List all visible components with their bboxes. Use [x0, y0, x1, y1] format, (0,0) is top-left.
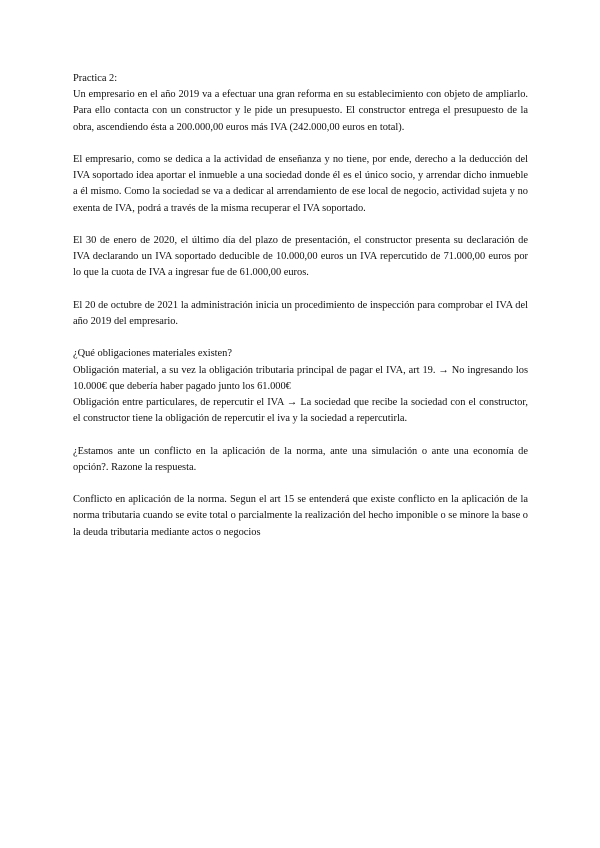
- paragraph-company: El empresario, como se dedica a la actividad de enseñanza y no tiene, por ende, derecho a la deducción del IVA soportado idea aportar el inmueble a una sociedad donde él es el único socio, y arrendar dicho inmueble a él mismo. Como la sociedad se va a dedicar al arrendamiento de ese local de negocio, actividad sujeta y no exenta de IVA, podrá a través de la misma recuperar el IVA soportado.: [73, 154, 528, 214]
- paragraph-budget: Un empresario en el año 2019 va a efectuar una gran reforma en su establecimiento con objeto de ampliarlo. Para ello contacta con un constructor y le pide un presupuesto. El constructor entrega el presupuesto de la obra, ascendiendo ésta a 200.000,00 euros más IVA (242.000,00 euros en total).: [73, 89, 528, 133]
- question-2-section: [73, 444, 528, 476]
- answer-1-particulares: Obligación entre particulares, de repercutir el IVA → La sociedad que recibe la sociedad con el constructor, el constructor tiene la obligación de repercutir el iva y la sociedad a repercutirla.: [73, 397, 528, 425]
- document-title: Practica 2:: [73, 73, 118, 84]
- paragraph-block-3: [73, 233, 528, 282]
- answer-2-section: [73, 492, 528, 541]
- question-1: ¿Qué obligaciones materiales existen?: [73, 348, 232, 360]
- document-page: [73, 71, 528, 557]
- paragraph-block-4: [73, 298, 528, 330]
- question-2: ¿Estamos ante un conflicto en la aplicación de la norma, ante una simulación o ante una economía de opción?. Razone la respuesta.: [73, 445, 528, 473]
- answer-2: Conflicto en aplicación de la norma. Segun el art 15 se entenderá que existe conflicto en la aplicación de la norma tributaria cuando se evite total o parcialmente la realización del hecho imponible o se minore la base o la deuda tributaria mediante actos o negocios: [73, 494, 528, 538]
- question-1-section: [73, 346, 528, 427]
- intro-section: [73, 71, 528, 136]
- paragraph-block-2: [73, 152, 528, 217]
- paragraph-inspection: El 20 de octubre de 2021 la administración inicia un procedimiento de inspección para comprobar el IVA del año 2019 del empresario.: [73, 299, 528, 327]
- answer-1-material: Obligación material, a su vez la obligación tributaria principal de pagar el IVA, art 19. → No ingresando los 10.000€ que debería haber pagado junto los 61.000€: [73, 364, 528, 392]
- paragraph-declaration: El 30 de enero de 2020, el último día del plazo de presentación, el constructor presenta su declaración de IVA declarando un IVA soportado deducible de 10.000,00 euros un IVA repercutido de 71.000,00 euros por lo que la cuota de IVA a ingresar fue de 61.000,00 euros.: [73, 235, 528, 279]
